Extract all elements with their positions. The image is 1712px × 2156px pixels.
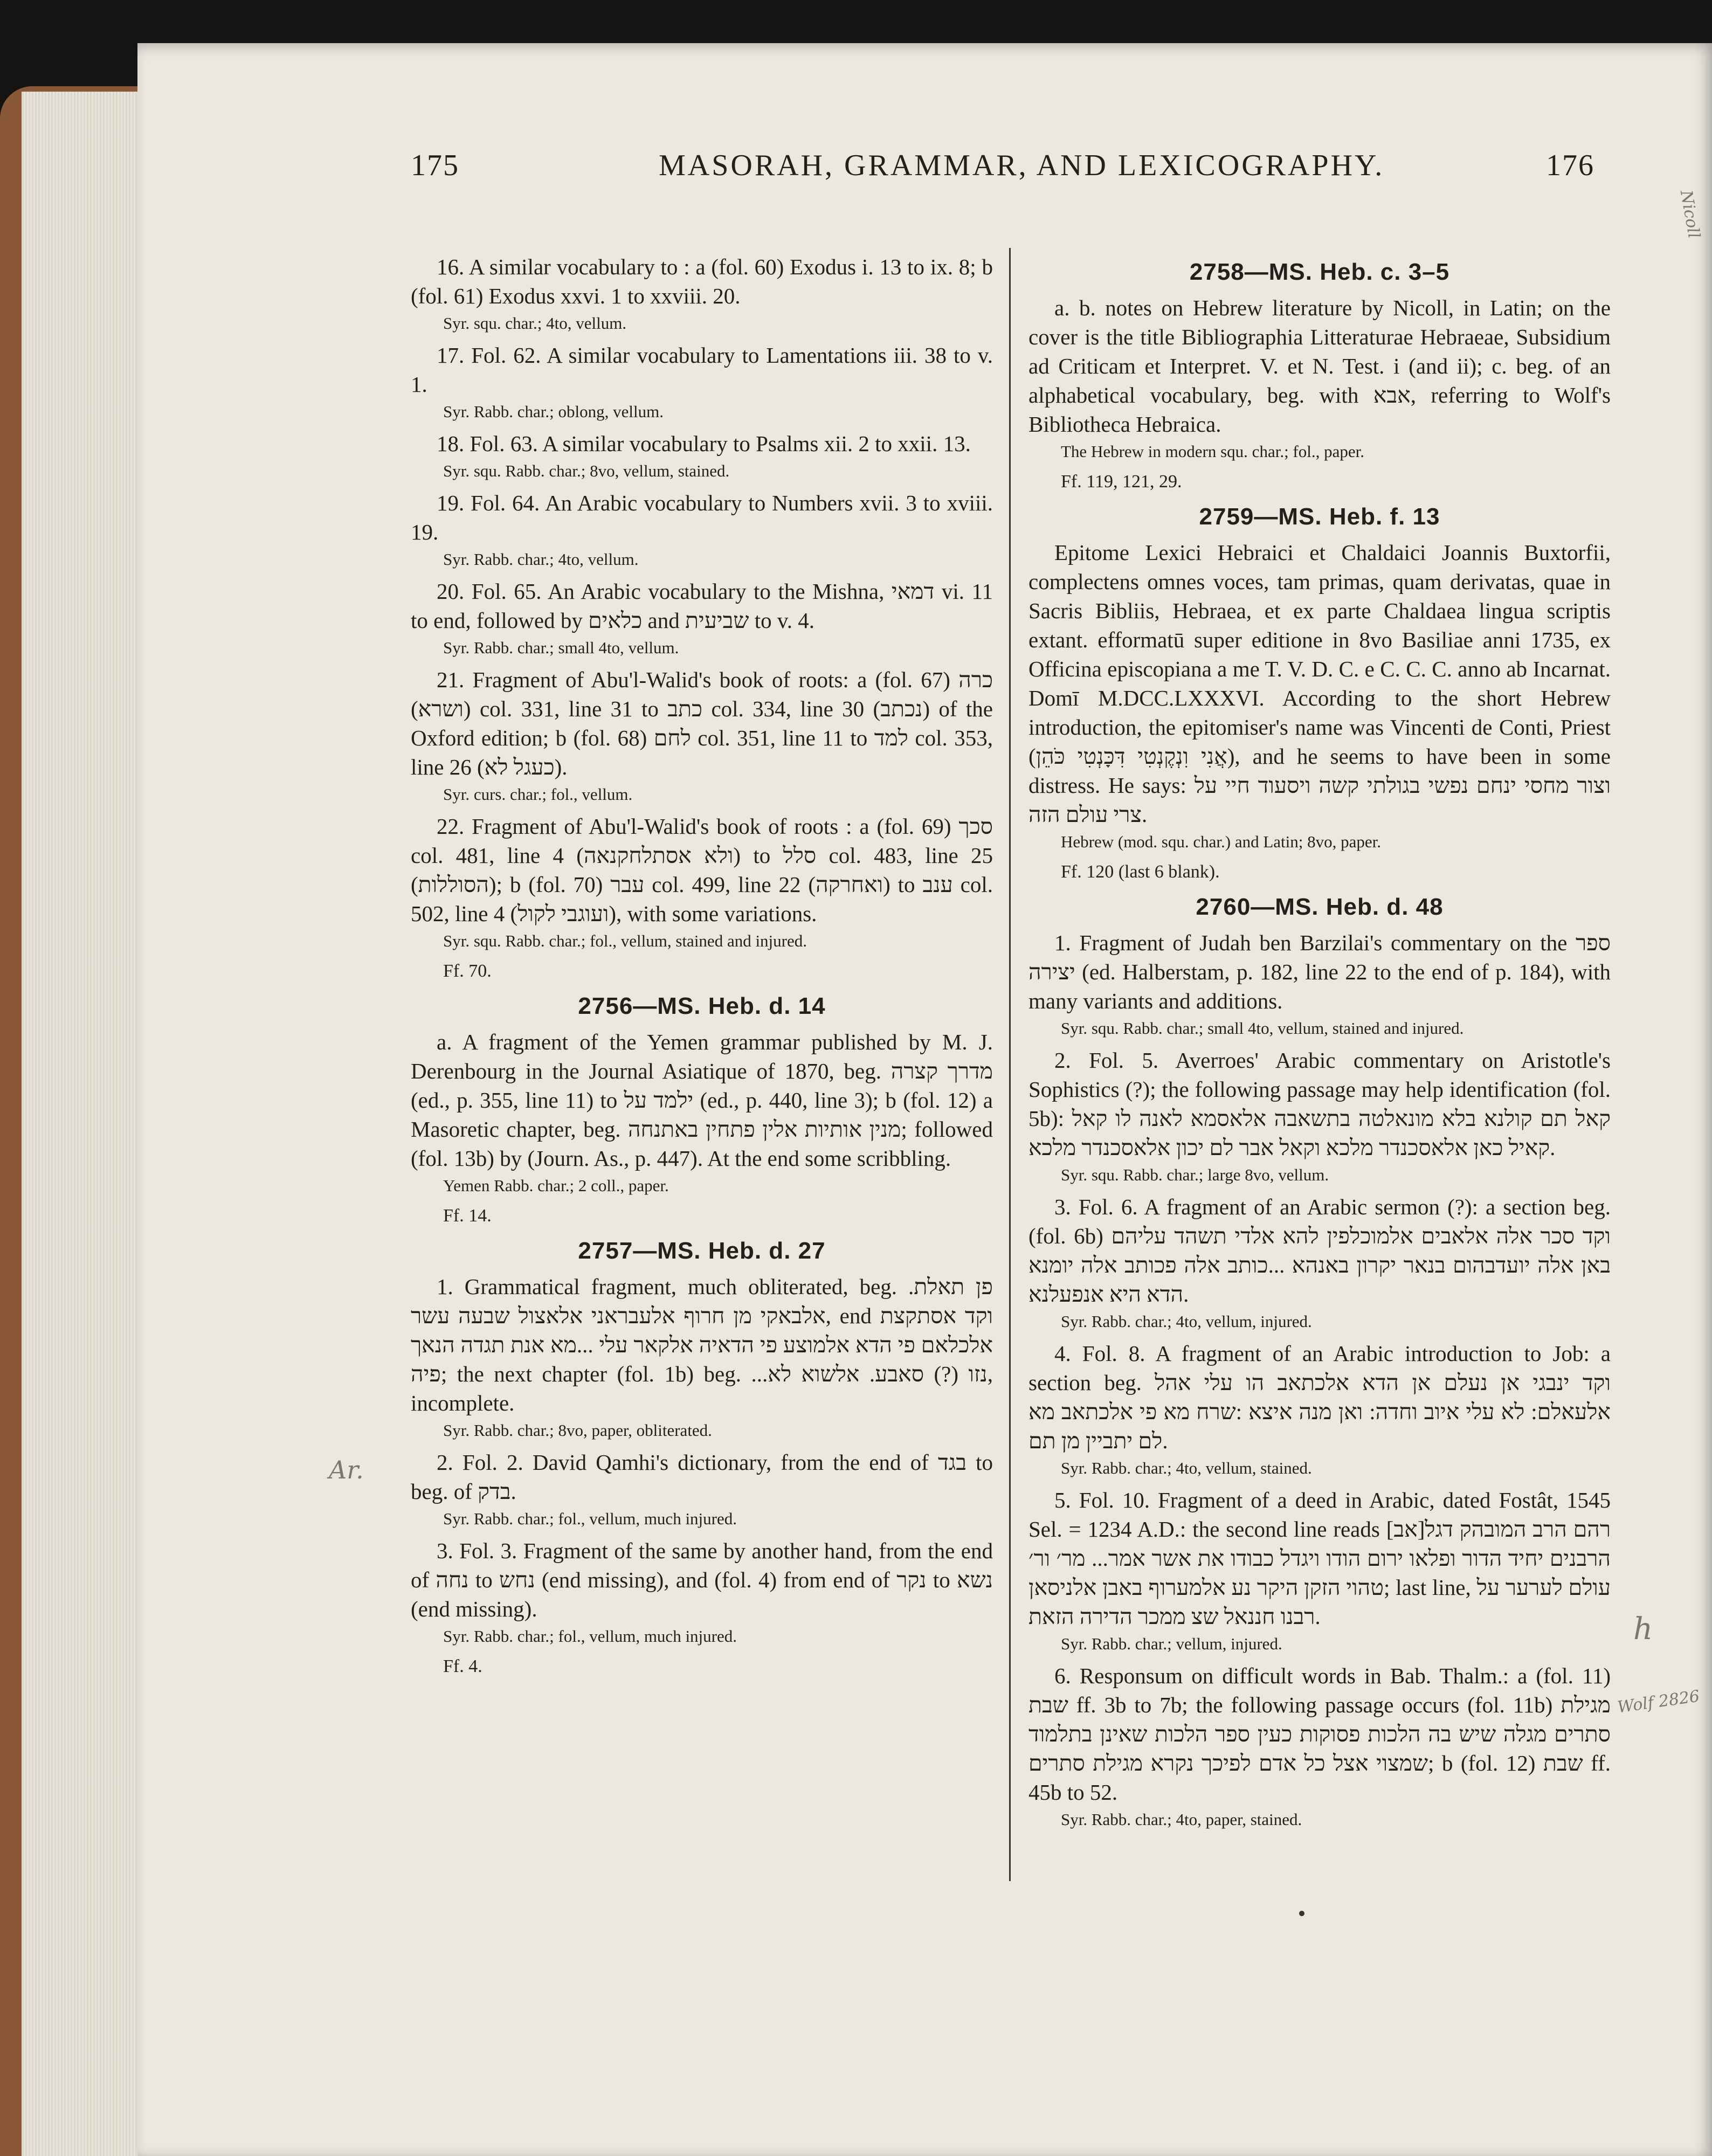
item-description: Syr. Rabb. char.; 4to, vellum, stained. [1061,1459,1312,1477]
entry-heading: 2760—MS. Heb. d. 48 [1196,894,1444,920]
right-page-number: 176 [1546,149,1594,182]
item-description: Syr. Rabb. char.; fol., vellum, much injured. [443,1509,737,1528]
item-text: 4. Fol. 8. A fragment of an Arabic introduction to Job: a section beg. וקד ינבגי אן נעלם אן הדא אלכתאב הו עלי אהל אלעאלם: לא עלי איוב וחדה: ואן מנה איצא :שרח מא פי אלכתאב מא לם יתביין מן תם. [1028,1341,1611,1453]
left-column [411,252,993,1687]
item-description: Syr. squ. Rabb. char.; small 4to, vellum, stained and injured. [1061,1019,1464,1038]
entry [411,252,993,984]
item-description: Syr. squ. char.; 4to, vellum. [443,314,627,333]
folio-count: Ff. 4. [443,1656,482,1676]
entry-heading: 2758—MS. Heb. c. 3–5 [1189,259,1450,285]
list-item [411,1027,993,1198]
item-text: 19. Fol. 64. An Arabic vocabulary to Numbers xvii. 3 to xviii. 19. [411,490,993,544]
entry [1028,258,1611,495]
entry-heading: 2757—MS. Heb. d. 27 [578,1238,826,1264]
list-item [1028,293,1611,464]
item-text: 16. A similar vocabulary to : a (fol. 60) Exodus i. 13 to ix. 8; b (fol. 61) Exodus xxvi. 1 to xxviii. 20. [411,254,993,308]
item-text: 3. Fol. 3. Fragment of the same by another hand, from the end of נחה to נחש (end missing), and (fol. 4) from end of נקר to נשא (end missing). [411,1538,993,1621]
item-text: a. A fragment of the Yemen grammar published by M. J. Derenbourg in the Journal Asiatique of 1870, beg. מדרך קצרה (ed., p. 355, line 11) to ילמד על (ed., p. 440, line 3); b (fol. 12) a Masoretic chapter, beg. מנין אותיות אלין פתחין באתנחה; followed (fol. 13b) by (Journ. As., p. 447). At the end some scribbling. [411,1029,993,1171]
list-item [411,429,993,483]
item-text: 2. Fol. 5. Averroes' Arabic commentary on Aristotle's Sophistics (?); the following passage may help identification (fol. 5b): קאל תם קולנא בלא מונאלטה בתשאבה אלאסמא לאנה לו קאל קאיל כאן אלאסכנדר מלכא וקאל אבר לם יכון אלאסכנדר מלכא. [1028,1048,1611,1160]
list-item [411,665,993,806]
item-description: Syr. Rabb. char.; fol., vellum, much injured. [443,1627,737,1646]
left-page-number: 175 [411,149,459,182]
entry-heading: 2756—MS. Heb. d. 14 [578,993,826,1019]
list-item [1028,1485,1611,1656]
item-description: Syr. Rabb. char.; oblong, vellum. [443,402,664,421]
item-text: 17. Fol. 62. A similar vocabulary to Lamentations iii. 38 to v. 1. [411,343,993,397]
margin-annotation: Nicoll [1676,189,1703,240]
item-text: 18. Fol. 63. A similar vocabulary to Psalms xii. 2 to xxii. 13. [437,431,971,456]
list-item [1028,1661,1611,1832]
list-item [1028,538,1611,854]
list-item [411,1448,993,1531]
right-column [1028,252,1611,1839]
list-item [411,1536,993,1648]
item-description: Syr. squ. Rabb. char.; fol., vellum, stained and injured. [443,931,807,950]
item-description: Hebrew (mod. squ. char.) and Latin; 8vo, paper. [1061,832,1381,851]
entry [411,1236,993,1680]
item-description: The Hebrew in modern squ. char.; fol., paper. [1061,442,1364,461]
item-description: Yemen Rabb. char.; 2 coll., paper. [443,1176,669,1195]
list-item [411,577,993,660]
item-text: 1. Grammatical fragment, much obliterated, beg. פן תאלת. אלבאקי מן חרוף אלעבראני אלאצול שבעה עשר, end וקד אסתקצת אלכלאם פי הדא אלמוצע פי הדאיה אלקאר עלי ...מא אנת תגדה הנאך פיה; the next chapter (fol. 1b) beg. ...נזו (?) סאבע. אלשוא לא, incomplete. [411,1274,993,1415]
list-item [411,1272,993,1442]
list-item [411,341,993,424]
item-description: Syr. curs. char.; fol., vellum. [443,785,633,804]
running-title: MASORAH, GRAMMAR, AND LEXICOGRAPHY. [659,149,1385,182]
entry [1028,893,1611,1832]
item-text: 20. Fol. 65. An Arabic vocabulary to the Mishna, דמאי vi. 11 to end, followed by כלאים and שביעית to v. 4. [411,579,993,633]
list-item [1028,928,1611,1040]
item-text: Epitome Lexici Hebraici et Chaldaici Joannis Buxtorfii, complectens omnes voces, tam primas, quam derivatas, quae in Sacris Bibliis, Hebraea, et ex parte Chaldaea lingua scriptis extant. efformatū super editione in 8vo Basiliae anni 1735, ex Officina episcopiana a me T. V. D. C. e C. C. C. anno ab Incarnat. Domī M.DCC.LXXXVI. According to the short Hebrew introduction, the epitomiser's name was Vincenti de Conti, Priest (אֲנִי וִנְקֶנְטִי דִּכָּנְטִי כֹּהֵן), and he seems to have been in some distress. He says: וצור מחסי ינחם נפשי בגולתי קשה ויסעוד חיי על צרי עולם הזה. [1028,540,1611,827]
item-description: Syr. Rabb. char.; 4to, vellum, injured. [1061,1312,1312,1331]
item-text: 3. Fol. 6. A fragment of an Arabic sermon (?): a section beg. (fol. 6b) וקד סכר אלה אלאבים אלמוכלפין להא אלדי תשהד עליהם באן אלה יועדבהום בנאר יקרון באנהא ...כותב אלה פכותב אלה יומנא הדא היא אנפעלנא. [1028,1194,1611,1307]
list-item [411,488,993,571]
folio-count: Ff. 119, 121, 29. [1061,472,1182,492]
entry-heading: 2759—MS. Heb. f. 13 [1199,503,1440,530]
folio-count: Ff. 70. [443,961,492,981]
margin-annotation: h [1633,1612,1653,1647]
margin-annotation: Ar. [329,1455,364,1484]
item-text: 2. Fol. 2. David Qamhi's dictionary, from the end of בגד to beg. of בדק. [411,1450,993,1504]
item-description: Syr. squ. Rabb. char.; 8vo, vellum, stained. [443,461,730,480]
item-description: Syr. Rabb. char.; 8vo, paper, obliterated. [443,1421,712,1440]
item-description: Syr. squ. Rabb. char.; large 8vo, vellum. [1061,1165,1329,1184]
item-text: 21. Fragment of Abu'l-Walid's book of roots: a (fol. 67) כרה (ושרא) col. 331, line 31 to כתב col. 334, line 30 (נכתב) of the Oxford edition; b (fol. 68) לחם col. 351, line 11 to למד col. 353, line 26 (כעגל לא). [411,667,993,779]
item-text: 1. Fragment of Judah ben Barzilai's commentary on the ספר יצירה (ed. Halberstam, p. 182, line 22 to the end of p. 184), with many variants and additions. [1028,930,1611,1013]
item-description: Syr. Rabb. char.; vellum, injured. [1061,1634,1282,1653]
column-divider [1009,248,1011,1881]
item-text: a. b. notes on Hebrew literature by Nicoll, in Latin; on the cover is the title Bibliographia Litteraturae Hebraeae, Subsidium ad Criticam et Interpret. V. et N. Test. i (and ii); c. beg. of an alphabetical vocabulary, beg. with אבא, referring to Wolf's Bibliotheca Hebraica. [1028,295,1611,437]
item-text: 5. Fol. 10. Fragment of a deed in Arabic, dated Fostât, 1545 Sel. = 1234 A.D.: the second line reads [אב]רהם הרב המובהק דגל הרבנים יחיד הדור ופלאו ירום הודו ויגדל כבודו את אשר אמר... מר׳ ור׳ טהוי הזקן היקר נע אלמערוף באבן אלניסאן; last line, עולם לערער על רבנו חננאל שצ ממכר הדירה הזאת. [1028,1488,1611,1629]
entry [411,992,993,1229]
entry [1028,502,1611,885]
list-item [411,812,993,953]
list-item [1028,1339,1611,1480]
margin-annotation: Wolf 2826 [1616,1687,1701,1717]
item-text: 22. Fragment of Abu'l-Walid's book of roots : a (fol. 69) סכך col. 481, line 4 (ולא אסתלחקנאה) to סלל col. 483, line 25 (הסוללות); b (fol. 70) עבר col. 499, line 22 (ואחרקה) to ענב col. 502, line 4 (ועוגבי לקול), with some variations. [411,814,993,926]
list-item [1028,1192,1611,1333]
list-item [411,252,993,335]
list-item [1028,1046,1611,1187]
item-description: Syr. Rabb. char.; 4to, paper, stained. [1061,1810,1302,1829]
item-description: Syr. Rabb. char.; small 4to, vellum. [443,638,679,657]
ink-dot [1299,1911,1304,1916]
folio-count: Ff. 120 (last 6 blank). [1061,862,1220,882]
item-text: 6. Responsum on difficult words in Bab. Thalm.: a (fol. 11) שבת ff. 3b to 7b; the following passage occurs (fol. 11b) מגילת סתרים מגלה שיש בה הלכות פסוקות כעין ספר הלכות שאינן בתלמוד שמצוי אצל כל אדם לפיכך נקרא מגילת סתרים; b (fol. 12) שבת ff. 45b to 52. [1028,1663,1611,1805]
folio-count: Ff. 14. [443,1206,492,1226]
item-description: Syr. Rabb. char.; 4to, vellum. [443,550,639,569]
